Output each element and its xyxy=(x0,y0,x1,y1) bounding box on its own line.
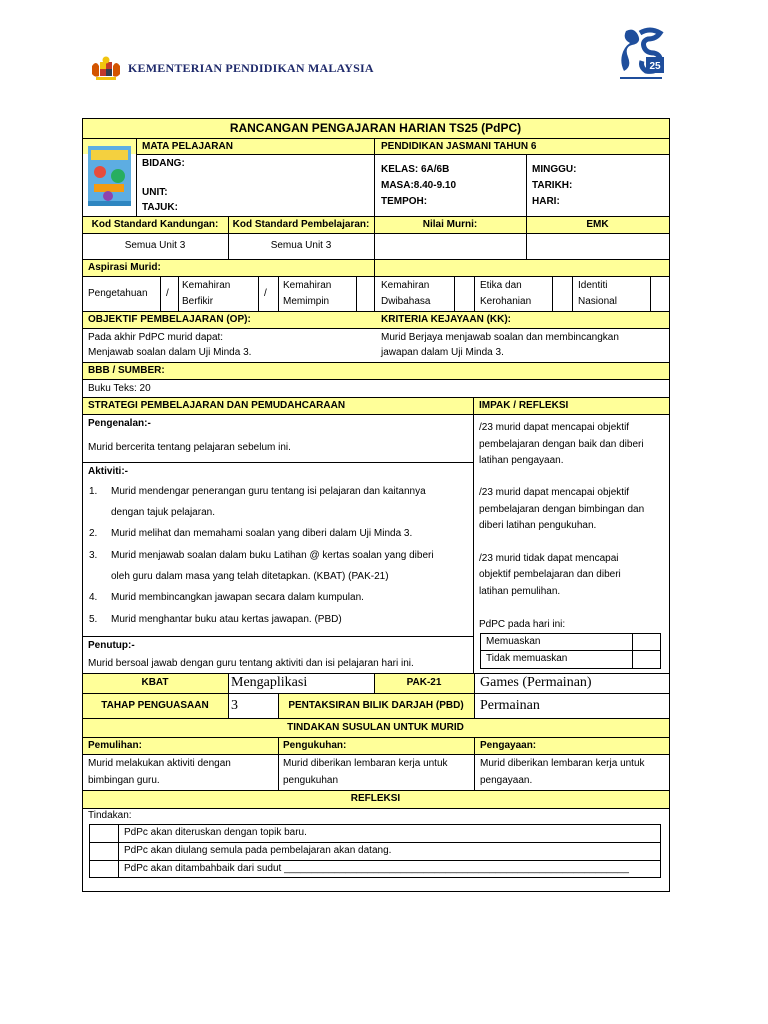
aktiviti-2-num: 2. xyxy=(89,528,98,539)
aktiviti-3-line2: oleh guru dalam masa yang telah ditetapkan. (KBAT) (PAK-21) xyxy=(111,571,389,582)
impak-p2-line2: pembelajaran dengan bimbingan dan xyxy=(479,504,645,515)
subject-name: PENDIDIKAN JASMANI TAHUN 6 xyxy=(381,141,537,152)
aspirasi-item-etika-l2: Kerohanian xyxy=(480,296,532,307)
aspirasi-mark-berfikir: / xyxy=(264,288,267,299)
aktiviti-1-line2: dengan tajuk pelajaran. xyxy=(111,507,215,518)
aktiviti-1-num: 1. xyxy=(89,486,98,497)
aktiviti-5-line1: Murid menghantar buku atau kertas jawapan. (PBD) xyxy=(111,614,342,625)
memuaskan-option[interactable]: Memuaskan xyxy=(486,636,541,647)
aspirasi-label: Aspirasi Murid: xyxy=(88,262,161,273)
aktiviti-5-num: 5. xyxy=(89,614,98,625)
pak21-label: PAK-21 xyxy=(406,677,442,688)
op-label: OBJEKTIF PEMBELAJARAN (OP): xyxy=(88,314,251,325)
pemulihan-label: Pemulihan: xyxy=(88,740,142,751)
refleksi-option-2-checkbox[interactable] xyxy=(90,843,117,859)
tahap-penguasaan-label: TAHAP PENGUASAAN xyxy=(101,700,209,711)
impak-p2-line3: diberi latihan pengukuhan. xyxy=(479,520,597,531)
hari-field: HARI: xyxy=(532,196,560,207)
tempoh-field: TEMPOH: xyxy=(381,196,428,207)
impak-p3-line1: /23 murid tidak dapat mencapai xyxy=(479,553,619,564)
tidak-memuaskan-option[interactable]: Tidak memuaskan xyxy=(486,653,568,664)
tidak-memuaskan-checkbox[interactable] xyxy=(633,651,660,668)
kbat-value: Mengaplikasi xyxy=(231,675,308,690)
aspirasi-item-identiti-l1: Identiti xyxy=(578,280,608,291)
op-text-line1: Pada akhir PdPC murid dapat: xyxy=(88,332,224,343)
ts25-logo xyxy=(616,27,666,83)
kbat-label: KBAT xyxy=(141,677,169,688)
coat-of-arms-icon xyxy=(90,56,122,83)
unit-label: UNIT: xyxy=(142,187,168,198)
op-text-line2: Menjawab soalan dalam Uji Minda 3. xyxy=(88,347,252,358)
refleksi-option-3-checkbox[interactable] xyxy=(90,861,117,877)
tindakan-label: Tindakan: xyxy=(88,810,132,821)
aktiviti-4-line1: Murid membincangkan jawapan secara dalam kumpulan. xyxy=(111,592,364,603)
pdpc-hari-ini-label: PdPC pada hari ini: xyxy=(479,619,566,630)
aspirasi-item-berfikir-l1: Kemahiran xyxy=(182,280,231,291)
minggu-field: MINGGU: xyxy=(532,164,577,175)
tindakan-susulan-label: TINDAKAN SUSULAN UNTUK MURID xyxy=(287,722,464,733)
emk-label: EMK xyxy=(586,219,609,230)
aspirasi-item-pengetahuan: Pengetahuan xyxy=(88,288,148,299)
ksk-label: Kod Standard Kandungan: xyxy=(91,219,219,230)
memuaskan-checkbox[interactable] xyxy=(633,634,660,649)
pengukuhan-line1: Murid diberikan lembaran kerja untuk xyxy=(283,758,448,769)
aktiviti-1-line1: Murid mendengar penerangan guru tentang isi pelajaran dan kaitannya xyxy=(111,486,426,497)
pak21-value: Games (Permainan) xyxy=(480,675,592,690)
impak-p2-line1: /23 murid dapat mencapai objektif xyxy=(479,487,630,498)
ts25-logo-icon xyxy=(616,27,666,83)
pengenalan-text: Murid bercerita tentang pelajaran sebelum ini. xyxy=(88,442,291,453)
aspirasi-item-etika-l1: Etika dan xyxy=(480,280,522,291)
pbd-value: Permainan xyxy=(480,698,540,713)
pengukuhan-label: Pengukuhan: xyxy=(283,740,347,751)
tajuk-label: TAJUK: xyxy=(142,202,178,213)
aspirasi-mark-pengetahuan: / xyxy=(166,288,169,299)
kk-label: KRITERIA KEJAYAAN (KK): xyxy=(381,314,512,325)
aspirasi-item-memimpin-l2: Memimpin xyxy=(283,296,330,307)
aktiviti-4-num: 4. xyxy=(89,592,98,603)
masa-field: MASA:8.40-9.10 xyxy=(381,180,457,191)
pengayaan-line2: pengayaan. xyxy=(480,775,533,786)
refleksi-option-3[interactable]: PdPc akan ditambahbaik dari sudut ______________________________________________________________ xyxy=(124,863,629,874)
pengenalan-label: Pengenalan:- xyxy=(88,418,151,429)
textbook-cover-image xyxy=(88,146,131,206)
impak-p1-line3: latihan pengayaan. xyxy=(479,455,564,466)
pengukuhan-line2: pengukuhan xyxy=(283,775,339,786)
pemulihan-line1: Murid melakukan aktiviti dengan xyxy=(88,758,231,769)
impak-p1-line2: pembelajaran dengan baik dan diberi xyxy=(479,439,644,450)
aspirasi-item-memimpin-l1: Kemahiran xyxy=(283,280,332,291)
ksp-label: Kod Standard Pembelajaran: xyxy=(232,219,370,230)
refleksi-label: REFLEKSI xyxy=(350,793,401,804)
bbb-value: Buku Teks: 20 xyxy=(88,383,151,394)
tahap-penguasaan-value: 3 xyxy=(231,698,238,713)
strategi-label: STRATEGI PEMBELAJARAN DAN PEMUDAHCARAAN xyxy=(88,400,346,411)
mata-pelajaran-label: MATA PELAJARAN xyxy=(142,141,233,152)
aktiviti-label: Aktiviti:- xyxy=(88,466,128,477)
bbb-label: BBB / SUMBER: xyxy=(88,365,165,376)
nilai-murni-label: Nilai Murni: xyxy=(422,219,478,230)
pbd-label: PENTAKSIRAN BILIK DARJAH (PBD) xyxy=(288,700,464,711)
pemulihan-line2: bimbingan guru. xyxy=(88,775,160,786)
ksp-value: Semua Unit 3 xyxy=(270,240,332,251)
kelas-field: KELAS: 6A/6B xyxy=(381,164,450,175)
refleksi-option-2[interactable]: PdPc akan diulang semula pada pembelajaran akan datang. xyxy=(124,845,392,856)
refleksi-option-1[interactable]: PdPc akan diteruskan dengan topik baru. xyxy=(124,827,307,838)
book-cover-icon xyxy=(88,146,131,206)
aktiviti-3-num: 3. xyxy=(89,550,98,561)
tarikh-field: TARIKH: xyxy=(532,180,573,191)
ministry-name: KEMENTERIAN PENDIDIKAN MALAYSIA xyxy=(128,61,374,75)
aspirasi-item-berfikir-l2: Berfikir xyxy=(182,296,214,307)
aktiviti-3-line1: Murid menjawab soalan dalam buku Latihan @ kertas soalan yang diberi xyxy=(111,550,434,561)
ksk-value: Semua Unit 3 xyxy=(124,240,186,251)
refleksi-option-1-checkbox[interactable] xyxy=(90,825,117,841)
pengayaan-label: Pengayaan: xyxy=(480,740,537,751)
impak-p1-line1: /23 murid dapat mencapai objektif xyxy=(479,422,630,433)
ministry-logo xyxy=(90,56,122,83)
penutup-text: Murid bersoal jawab dengan guru tentang aktiviti dan isi pelajaran hari ini. xyxy=(88,658,414,669)
kk-text-line1: Murid Berjaya menjawab soalan dan membincangkan xyxy=(381,332,619,343)
ts25-logo-number: 25 xyxy=(649,61,661,72)
pengayaan-line1: Murid diberikan lembaran kerja untuk xyxy=(480,758,645,769)
aspirasi-item-identiti-l2: Nasional xyxy=(578,296,617,307)
kk-text-line2: jawapan dalam Uji Minda 3. xyxy=(381,347,504,358)
impak-p3-line3: latihan pemulihan. xyxy=(479,586,561,597)
page-title: RANCANGAN PENGAJARAN HARIAN TS25 (PdPC) xyxy=(229,121,522,135)
aspirasi-item-dwibahasa-l2: Dwibahasa xyxy=(381,296,431,307)
aktiviti-2-line1: Murid melihat dan memahami soalan yang diberi dalam Uji Minda 3. xyxy=(111,528,413,539)
aspirasi-item-dwibahasa-l1: Kemahiran xyxy=(381,280,430,291)
bidang-label: BIDANG: xyxy=(142,158,185,169)
impak-label: IMPAK / REFLEKSI xyxy=(479,400,569,411)
impak-p3-line2: objektif pembelajaran dan diberi xyxy=(479,569,621,580)
penutup-label: Penutup:- xyxy=(88,640,135,651)
